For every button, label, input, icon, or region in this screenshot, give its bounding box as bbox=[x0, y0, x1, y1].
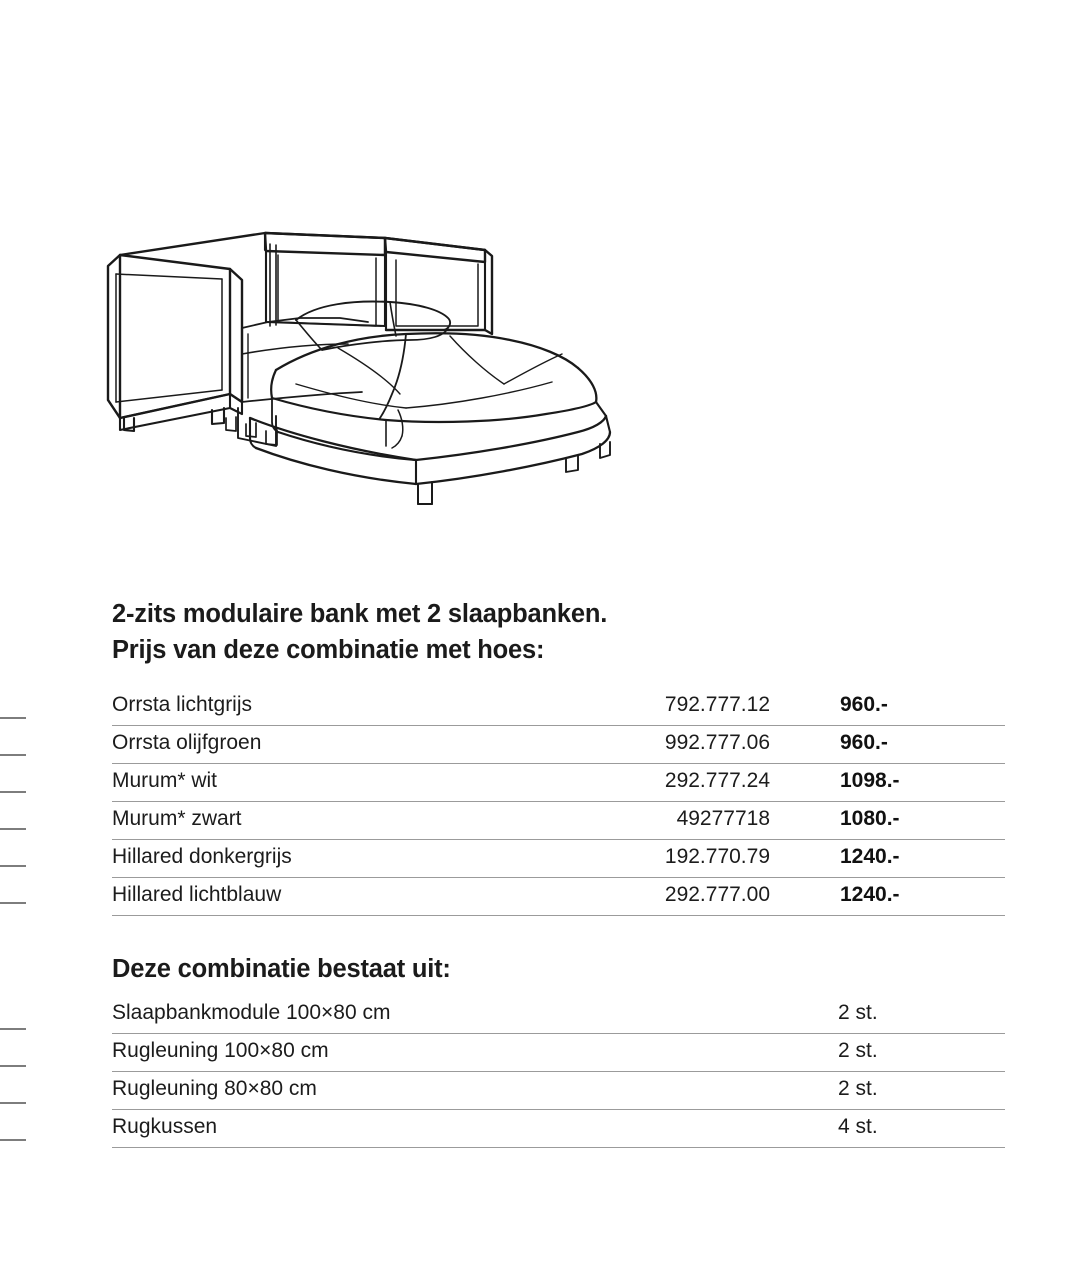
cover-name: Orrsta lichtgrijs bbox=[112, 693, 253, 716]
parts-section-title: Deze combinatie bestaat uit: bbox=[112, 955, 451, 983]
cover-name: Murum* wit bbox=[112, 769, 218, 792]
price: 1080.- bbox=[840, 807, 900, 830]
cover-name: Hillared donkergrijs bbox=[112, 845, 292, 868]
table-row bbox=[112, 1034, 1005, 1072]
page-title-line-1: 2-zits modulaire bank met 2 slaapbanken. bbox=[112, 600, 608, 628]
bleed-rule-tick bbox=[0, 1028, 26, 1030]
page-title bbox=[112, 596, 932, 668]
bleed-rule-tick bbox=[0, 865, 26, 867]
page-title-line-2: Prijs van deze combinatie met hoes: bbox=[112, 636, 545, 664]
price: 1240.- bbox=[840, 883, 900, 906]
bleed-rule-tick bbox=[0, 1139, 26, 1141]
article-number: 49277718 bbox=[676, 807, 770, 830]
part-name: Slaapbankmodule 100×80 cm bbox=[112, 1001, 391, 1024]
price: 960.- bbox=[840, 731, 888, 754]
parts-table bbox=[112, 996, 1005, 1148]
part-quantity: 2 st. bbox=[838, 1077, 878, 1100]
price: 1098.- bbox=[840, 769, 900, 792]
article-number: 192.770.79 bbox=[664, 845, 770, 868]
part-quantity: 2 st. bbox=[838, 1039, 878, 1062]
price: 1240.- bbox=[840, 845, 900, 868]
price: 960.- bbox=[840, 693, 888, 716]
table-row bbox=[112, 726, 1005, 764]
bleed-rule-tick bbox=[0, 717, 26, 719]
sofa-bed-illustration bbox=[100, 222, 710, 532]
cover-name: Orrsta olijfgroen bbox=[112, 731, 262, 754]
table-row bbox=[112, 1110, 1005, 1148]
bleed-rule-tick bbox=[0, 754, 26, 756]
article-number: 292.777.00 bbox=[664, 883, 770, 906]
part-name: Rugleuning 100×80 cm bbox=[112, 1039, 329, 1062]
bleed-rule-tick bbox=[0, 902, 26, 904]
table-row bbox=[112, 688, 1005, 726]
price-table bbox=[112, 688, 1005, 916]
part-quantity: 4 st. bbox=[838, 1115, 878, 1138]
table-row bbox=[112, 764, 1005, 802]
part-name: Rugkussen bbox=[112, 1115, 218, 1138]
table-row bbox=[112, 802, 1005, 840]
bleed-rule-tick bbox=[0, 1065, 26, 1067]
table-row bbox=[112, 1072, 1005, 1110]
part-name: Rugleuning 80×80 cm bbox=[112, 1077, 317, 1100]
article-number: 292.777.24 bbox=[664, 769, 770, 792]
bleed-rule-tick bbox=[0, 1102, 26, 1104]
table-row bbox=[112, 996, 1005, 1034]
bleed-rule-tick bbox=[0, 828, 26, 830]
article-number: 992.777.06 bbox=[664, 731, 770, 754]
article-number: 792.777.12 bbox=[664, 693, 770, 716]
table-row bbox=[112, 840, 1005, 878]
cover-name: Hillared lichtblauw bbox=[112, 883, 282, 906]
bleed-rule-tick bbox=[0, 791, 26, 793]
cover-name: Murum* zwart bbox=[112, 807, 242, 830]
table-row bbox=[112, 878, 1005, 916]
part-quantity: 2 st. bbox=[838, 1001, 878, 1024]
